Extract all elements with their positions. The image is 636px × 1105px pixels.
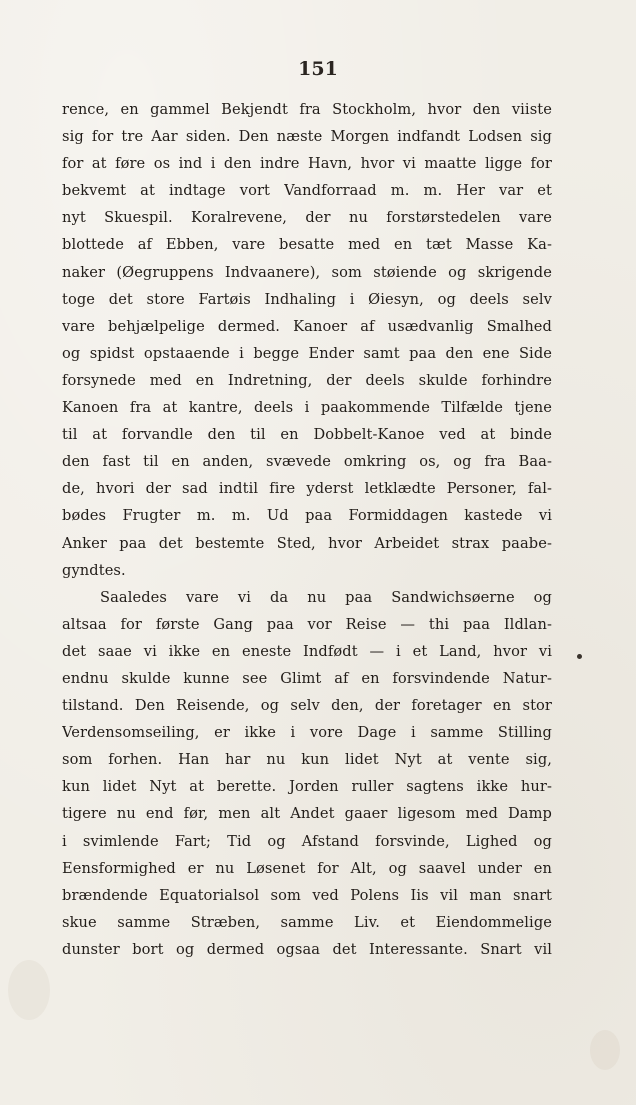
text-line: endnu skulde kunne see Glimt af en forsvindende Natur- xyxy=(62,669,552,687)
text-line: blottede af Ebben, vare besatte med en tæt Masse Ka- xyxy=(62,236,552,254)
text-line: rence, en gammel Bekjendt fra Stockholm, hvor den viiste xyxy=(62,101,552,118)
page-number: 151 xyxy=(298,58,338,80)
text-line: Anker paa det bestemte Sted, hvor Arbeidet strax paabe- xyxy=(62,534,552,552)
text-line: de, hvori der sad indtil fire yderst letklædte Personer, fal- xyxy=(62,480,552,498)
text-line: sig for tre Aar siden. Den næste Morgen indfandt Lodsen sig xyxy=(62,128,552,146)
text-line: toge det store Fartøis Indhaling i Øiesyn, og deels selv xyxy=(62,290,552,308)
ink-dot xyxy=(577,654,582,659)
paragraph-start-line: Saaledes vare vi da nu paa Sandwichsøerne og xyxy=(100,588,552,606)
paper-stain xyxy=(8,960,50,1020)
text-line: altsaa for første Gang paa vor Reise — thi paa Ildlan- xyxy=(62,615,552,633)
text-line: brændende Equatorialsol som ved Polens Iis vil man snart xyxy=(62,886,552,904)
text-line: som forhen. Han har nu kun lidet Nyt at vente sig, xyxy=(62,751,552,769)
text-line: til at forvandle den til en Dobbelt-Kanoe ved at binde xyxy=(62,426,552,444)
text-line: naker (Øegruppens Indvaanere), som støiende og skrigende xyxy=(62,263,552,281)
text-line: kun lidet Nyt at berette. Jorden ruller sagtens ikke hur- xyxy=(62,778,552,796)
text-line: vare behjælpelige dermed. Kanoer af usædvanlig Smalhed xyxy=(62,317,552,335)
text-line: nyt Skuespil. Koralrevene, der nu forstørstedelen vare xyxy=(62,209,552,227)
text-line: og spidst opstaaende i begge Ender samt paa den ene Side xyxy=(62,344,552,362)
text-line: i svimlende Fart; Tid og Afstand forsvinde, Lighed og xyxy=(62,832,552,850)
text-line: skue samme Stræben, samme Liv. et Eiendommelige xyxy=(62,913,552,931)
text-line: Eensformighed er nu Løsenet for Alt, og saavel under en xyxy=(62,859,552,877)
text-line: bødes Frugter m. m. Ud paa Formiddagen kastede vi xyxy=(62,507,552,525)
text-line: Kanoen fra at kantre, deels i paakommende Tilfælde tjene xyxy=(62,399,552,417)
text-line: det saae vi ikke en eneste Indfødt — i et Land, hvor vi xyxy=(62,642,552,660)
text-line: tigere nu end før, men alt Andet gaaer ligesom med Damp xyxy=(62,805,552,823)
text-line: dunster bort og dermed ogsaa det Interessante. Snart vil xyxy=(62,940,552,958)
text-line: bekvemt at indtage vort Vandforraad m. m. Her var et xyxy=(62,182,552,200)
text-line: Verdensomseiling, er ikke i vore Dage i samme Stilling xyxy=(62,724,552,742)
body-text xyxy=(62,96,552,963)
text-line: gyndtes. xyxy=(62,561,126,579)
text-line: for at føre os ind i den indre Havn, hvor vi maatte ligge for xyxy=(62,155,552,173)
text-line: forsynede med en Indretning, der deels skulde forhindre xyxy=(62,371,552,389)
text-line: tilstand. Den Reisende, og selv den, der foretager en stor xyxy=(62,697,552,715)
text-line: den fast til en anden, svævede omkring os, og fra Baa- xyxy=(62,453,552,471)
paper-stain xyxy=(590,1030,620,1070)
